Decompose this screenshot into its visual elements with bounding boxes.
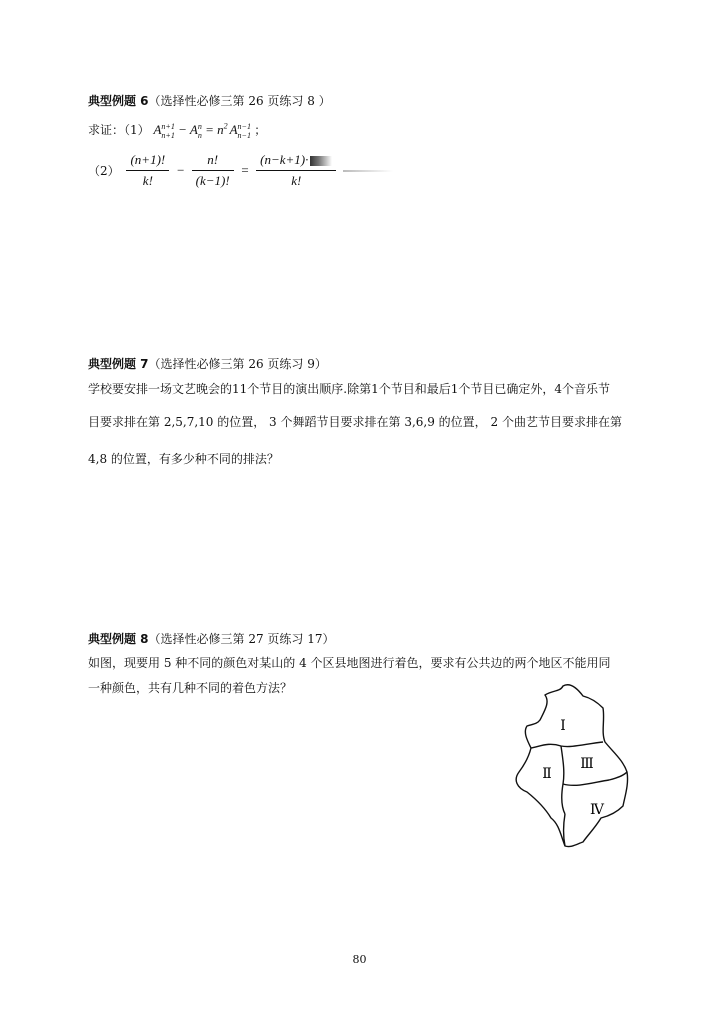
example-8-line-1: 如图，现要用 5 种不同的颜色对某山的 4 个区县地图进行着色，要求有公共边的两个地区不能用同 — [88, 656, 611, 670]
example-6-part-2 — [88, 152, 393, 189]
example-7-title: 典型例题 7 — [88, 357, 149, 371]
map-outline — [516, 685, 627, 847]
example-8-line-2: 一种颜色，共有几种不同的着色方法？ — [88, 681, 293, 695]
fraction-2: $\frac{n!}{(k-1)!}$ — [192, 152, 234, 189]
boundary-2 — [561, 746, 565, 814]
example-6-source: （选择性必修三第 26 页练习 8 ） — [148, 94, 331, 108]
formula-1: A n+1 n+1 − A n n = $n^2$ A n−1 n−1 — [153, 121, 251, 141]
example-6-part-1 — [88, 121, 266, 140]
map-label-iv: Ⅳ — [590, 803, 604, 818]
minus-sign: − — [176, 162, 185, 178]
map-label-i: Ⅰ — [560, 719, 566, 734]
part-2-label: （2） — [88, 164, 120, 178]
example-8-source: （选择性必修三第 27 页练习 17） — [148, 632, 335, 646]
fraction-3: $\frac{(n-k+1)\cdot}{k!}$ — [256, 152, 336, 189]
boundary-1 — [531, 742, 603, 748]
example-7-line-3: 4,8 的位置，有多少种不同的排法？ — [88, 452, 279, 466]
district-map-figure — [505, 680, 640, 855]
fraction-1: $\frac{(n+1)!}{k!}$ — [126, 152, 169, 189]
example-7-line-2: 目要求排在第 2,5,7,10 的位置， 3 个舞蹈节目要求排在第 3,6,9 的位置， 2 个曲艺节目要求排在第 — [88, 415, 622, 429]
page-number: 80 — [352, 953, 367, 966]
formula-1-semicolon: ； — [254, 123, 267, 137]
map-label-iii: Ⅲ — [580, 757, 594, 772]
example-8-heading — [88, 630, 335, 647]
example-6-heading — [88, 92, 331, 109]
example-7-heading — [88, 355, 327, 372]
example-8-title: 典型例题 8 — [88, 632, 149, 646]
example-6-title: 典型例题 6 — [88, 94, 149, 108]
boundary-3 — [563, 772, 627, 785]
boundary-4 — [564, 814, 566, 846]
equals-sign: = — [240, 162, 250, 178]
example-7-line-1: 学校要安排一场文艺晚会的11个节目的演出顺序.除第1个节目和最后1个节目已确定外，4个音乐节 — [88, 382, 610, 396]
scan-smudge — [310, 156, 332, 166]
prove-prefix: 求证：（1） — [88, 123, 150, 137]
example-7-source: （选择性必修三第 26 页练习 9） — [148, 357, 327, 371]
map-label-ii: Ⅱ — [542, 767, 552, 782]
scan-fade-line — [343, 170, 393, 172]
